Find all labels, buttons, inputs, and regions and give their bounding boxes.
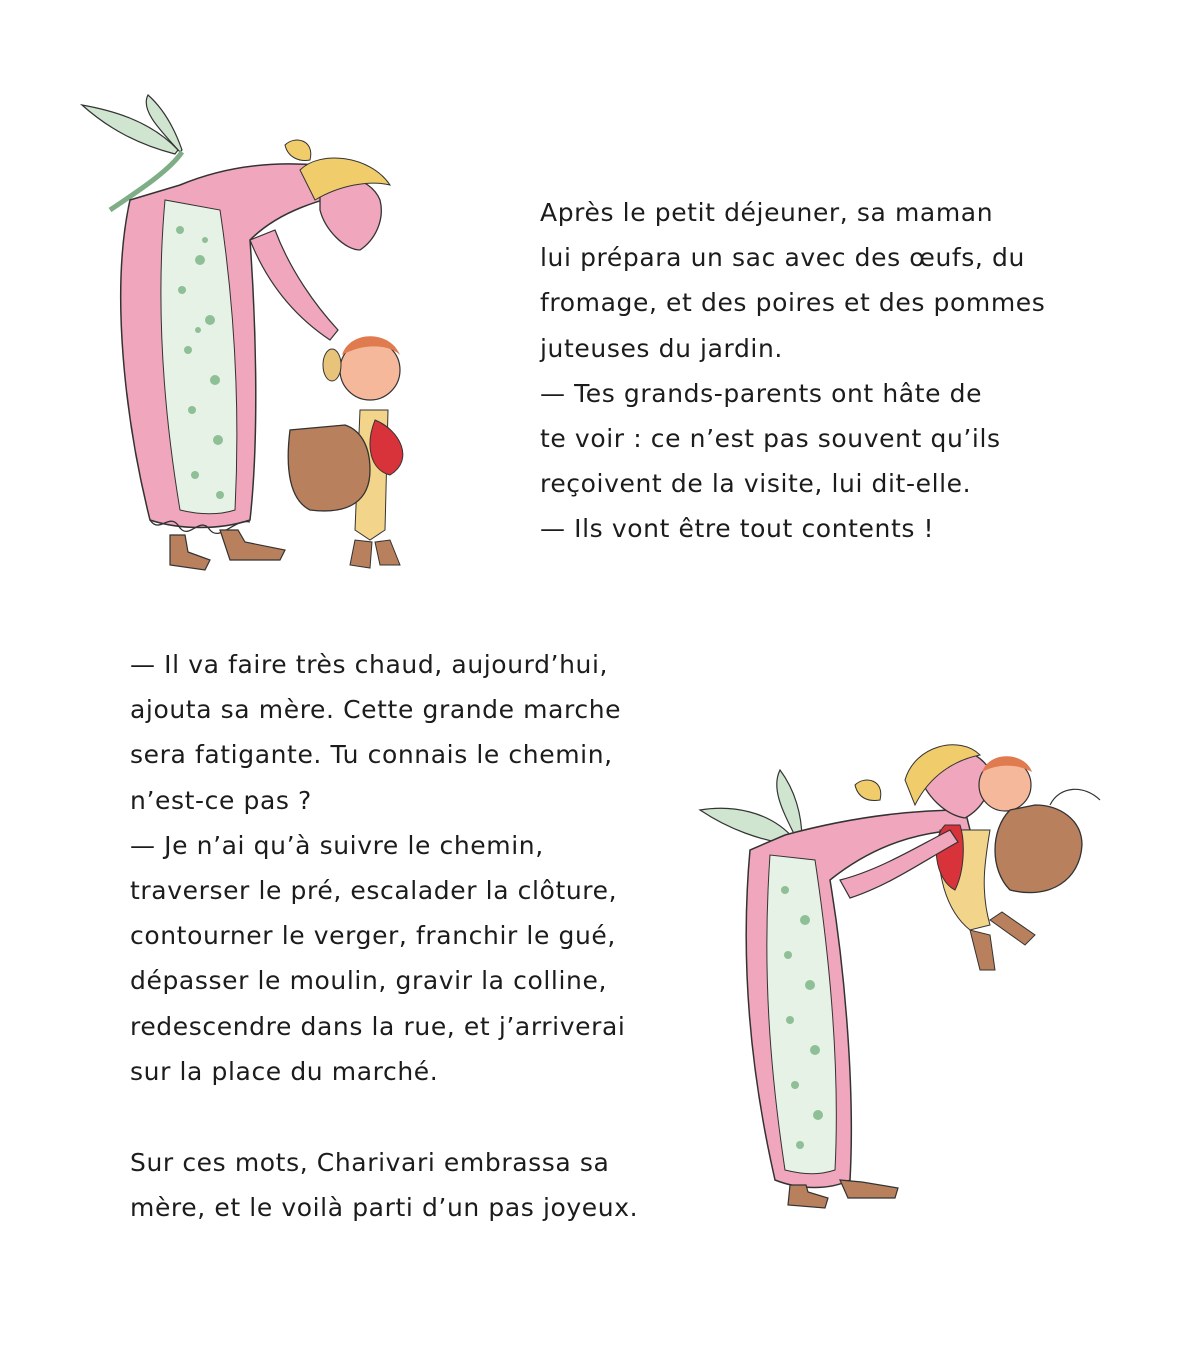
text-line: juteuses du jardin. [540,333,783,363]
text-line: dépasser le moulin, gravir la colline, [130,966,607,996]
mother-giving-bag-drawing [70,90,440,590]
paragraph-breakfast [540,190,1045,552]
paragraph-dialogue-route [130,642,625,1094]
paragraph-departure [130,1140,638,1230]
text-line: contourner le verger, franchir le gué, [130,921,616,951]
text-line: Après le petit déjeuner, sa maman [540,198,994,227]
text-line: lui prépara un sac avec des œufs, du [540,243,1025,273]
text-line: traverser le pré, escalader la clôture, [130,875,618,905]
text-line: — Tes grands-parents ont hâte de [540,378,983,408]
mother-giving-bag-illustration [70,90,440,590]
text-line: fromage, et des poires et des pommes [540,288,1046,318]
text-line: sera fatigante. Tu connais le chemin, [130,740,613,770]
text-line: sur la place du marché. [130,1056,439,1086]
text-line: redescendre dans la rue, et j’arriverai [130,1011,626,1041]
text-line: mère, et le voilà parti d’un pas joyeux. [130,1193,639,1223]
text-line: — Ils vont être tout contents ! [540,514,935,544]
text-line: ajouta sa mère. Cette grande marche [130,695,622,725]
mother-hugging-child-illustration [690,730,1120,1210]
text-line: te voir : ce n’est pas souvent qu’ils [540,423,1001,453]
text-line: reçoivent de la visite, lui dit-elle. [540,469,972,499]
mother-hugging-child-drawing [690,730,1120,1210]
text-line: — Il va faire très chaud, aujourd’hui, [130,650,609,679]
text-line: n’est-ce pas ? [130,785,312,815]
text-line: Sur ces mots, Charivari embrassa sa [130,1148,610,1177]
text-line: — Je n’ai qu’à suivre le chemin, [130,830,544,860]
